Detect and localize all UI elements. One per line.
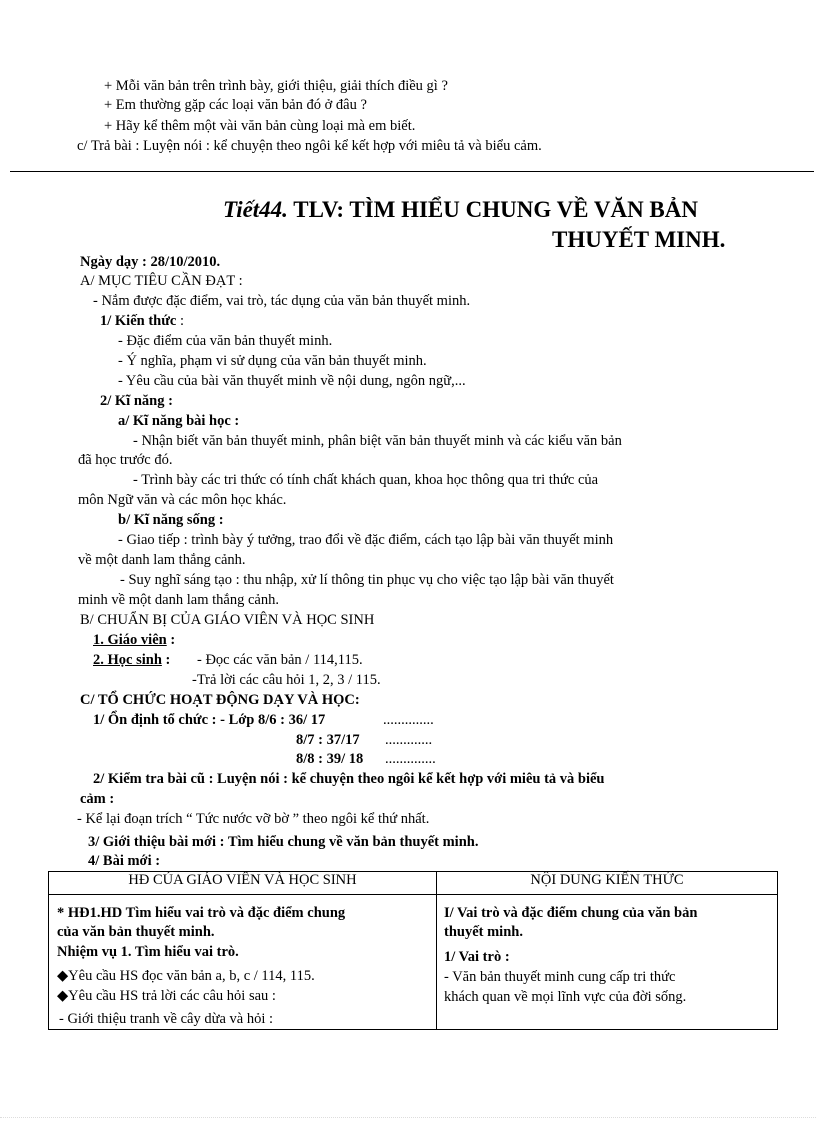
- objective-intro: - Nắm được đặc điểm, vai trò, tác dụng của văn bản thuyết minh.: [93, 293, 471, 309]
- life-skill-2a: - Suy nghĩ sáng tạo : thu nhập, xử lí thông tin phục vụ cho việc tạo lập bài văn thuyết: [120, 572, 614, 588]
- lesson-table: [48, 871, 778, 1030]
- check-old-lesson: 2/ Kiểm tra bài cũ : Luyện nói : kể chuyện theo ngôi kể kết hợp với miêu tả và biểu: [93, 771, 605, 787]
- section-c-heading: C/ TỔ CHỨC HOẠT ĐỘNG DẠY VÀ HỌC:: [80, 692, 360, 708]
- lesson-skill-2b: môn Ngữ văn và các môn học khác.: [78, 492, 287, 508]
- col-activities-header: HĐ CỦA GIÁO VIÊN VÀ HỌC SINH: [49, 872, 437, 895]
- life-skill-2b: minh về một danh lam thắng cảnh.: [78, 592, 279, 608]
- knowledge-item-2: - Ý nghĩa, phạm vi sử dụng của văn bản thuyết minh.: [118, 353, 427, 369]
- col-content-header: NỘI DUNG KIẾN THỨC: [437, 872, 778, 895]
- homework-line: c/ Trả bài : Luyện nói : kể chuyện theo ngôi kể kết hợp với miêu tả và biểu cảm.: [77, 138, 542, 154]
- table-header-row: [49, 872, 778, 895]
- diamond-bullet-icon: ◆: [57, 968, 69, 984]
- student-task-1: - Đọc các văn bản / 114,115.: [197, 652, 363, 668]
- new-lesson-heading: 4/ Bài mới :: [88, 853, 161, 869]
- section-a-heading: A/ MỤC TIÊU CẦN ĐẠT :: [80, 273, 243, 289]
- knowledge-item-3: - Yêu cầu của bài văn thuyết minh về nội dung, ngôn ngữ,...: [118, 373, 466, 389]
- period-label: Tiết44.: [223, 197, 288, 222]
- student-prep: [93, 651, 170, 670]
- lesson-skill-1a: - Nhận biết văn bản thuyết minh, phân biệt văn bản thuyết minh và các kiểu văn bản: [133, 433, 622, 449]
- title-text-2: THUYẾT MINH.: [552, 227, 726, 252]
- stabilize-class: 1/ Ổn định tổ chức : - Lớp 8/6 : 36/ 17: [93, 712, 326, 728]
- intro-new-lesson: 3/ Giới thiệu bài mới : Tìm hiểu chung về văn bản thuyết minh.: [88, 834, 479, 850]
- life-skill-1b: về một danh lam thắng cảnh.: [78, 552, 246, 568]
- activity-line-5: [57, 987, 276, 1006]
- diamond-bullet-icon: ◆: [57, 988, 69, 1004]
- lesson-skill-1b: đã học trước đó.: [78, 452, 173, 468]
- content-line-5: khách quan về mọi lĩnh vực của đời sống.: [444, 989, 687, 1005]
- teacher-prep: [93, 631, 175, 650]
- section-divider: [10, 171, 814, 172]
- class-88-dots: ..............: [385, 751, 436, 767]
- question-2: + Em thường gặp các loại văn bản đó ở đâu ?: [104, 97, 367, 113]
- title-text-1: TLV: TÌM HIỂU CHUNG VỀ VĂN BẢN: [287, 197, 698, 222]
- lesson-skill-2a: - Trình bày các tri thức có tính chất khách quan, khoa học thông qua tri thức của: [133, 472, 599, 488]
- activity-line-4-text: Yêu cầu HS đọc văn bản a, b, c / 114, 115.: [68, 968, 315, 984]
- knowledge-colon: :: [176, 313, 185, 329]
- activities-cell: [49, 895, 437, 1030]
- section-b-heading: B/ CHUẨN BỊ CỦA GIÁO VIÊN VÀ HỌC SINH: [80, 612, 375, 628]
- content-line-4: - Văn bản thuyết minh cung cấp tri thức: [444, 969, 676, 985]
- activity-line-3: Nhiệm vụ 1. Tìm hiểu vai trò.: [57, 944, 239, 960]
- table-row: [49, 895, 778, 1030]
- life-skills-heading: b/ Kĩ năng sống :: [118, 512, 224, 528]
- content-line-2: thuyết minh.: [444, 924, 523, 940]
- life-skill-1a: - Giao tiếp : trình bày ý tưởng, trao đổi về đặc điểm, cách tạo lập bài văn thuyết minh: [118, 532, 614, 548]
- student-task-2: -Trả lời các câu hỏi 1, 2, 3 / 115.: [192, 672, 381, 688]
- class-86-dots: ..............: [383, 712, 434, 728]
- knowledge-heading-label: 1/ Kiến thức: [100, 313, 177, 329]
- page-title: [223, 196, 698, 224]
- content-cell: [437, 895, 778, 1030]
- activity-line-1: * HĐ1.HD Tìm hiểu vai trò và đặc điểm chung: [57, 905, 346, 921]
- activity-line-4: [57, 967, 315, 986]
- activity-line-2: của văn bản thuyết minh.: [57, 924, 215, 940]
- student-colon: :: [161, 652, 171, 668]
- activity-line-6: - Giới thiệu tranh về cây dừa và hỏi :: [59, 1011, 274, 1027]
- knowledge-item-1: - Đặc điểm của văn bản thuyết minh.: [118, 333, 333, 349]
- content-line-3: 1/ Vai trò :: [444, 949, 510, 965]
- question-3: + Hãy kể thêm một vài văn bản cùng loại mà em biết.: [104, 118, 416, 134]
- student-label: 2. Học sinh: [93, 652, 162, 668]
- class-88: 8/8 : 39/ 18: [296, 751, 364, 767]
- class-87: 8/7 : 37/17: [296, 732, 360, 748]
- check-old-lesson-cont: cảm :: [80, 791, 115, 807]
- activity-line-5-text: Yêu cầu HS trả lời các câu hỏi sau :: [68, 988, 276, 1004]
- lesson-skills-heading: a/ Kĩ năng bài học :: [118, 413, 240, 429]
- skills-heading: 2/ Kĩ năng :: [100, 393, 173, 409]
- teacher-colon: :: [166, 632, 176, 648]
- retell-task: - Kể lại đoạn trích “ Tức nước vỡ bờ ” theo ngôi kể thứ nhất.: [77, 811, 430, 827]
- knowledge-heading: [100, 312, 184, 331]
- page-bottom-edge: [0, 1117, 816, 1118]
- question-1: + Mỗi văn bản trên trình bày, giới thiệu, giải thích điều gì ?: [104, 78, 448, 94]
- content-line-1: I/ Vai trò và đặc điểm chung của văn bản: [444, 905, 698, 921]
- class-87-dots: .............: [385, 732, 433, 748]
- teaching-date: Ngày dạy : 28/10/2010.: [80, 254, 221, 270]
- teacher-label: 1. Giáo viên: [93, 632, 167, 648]
